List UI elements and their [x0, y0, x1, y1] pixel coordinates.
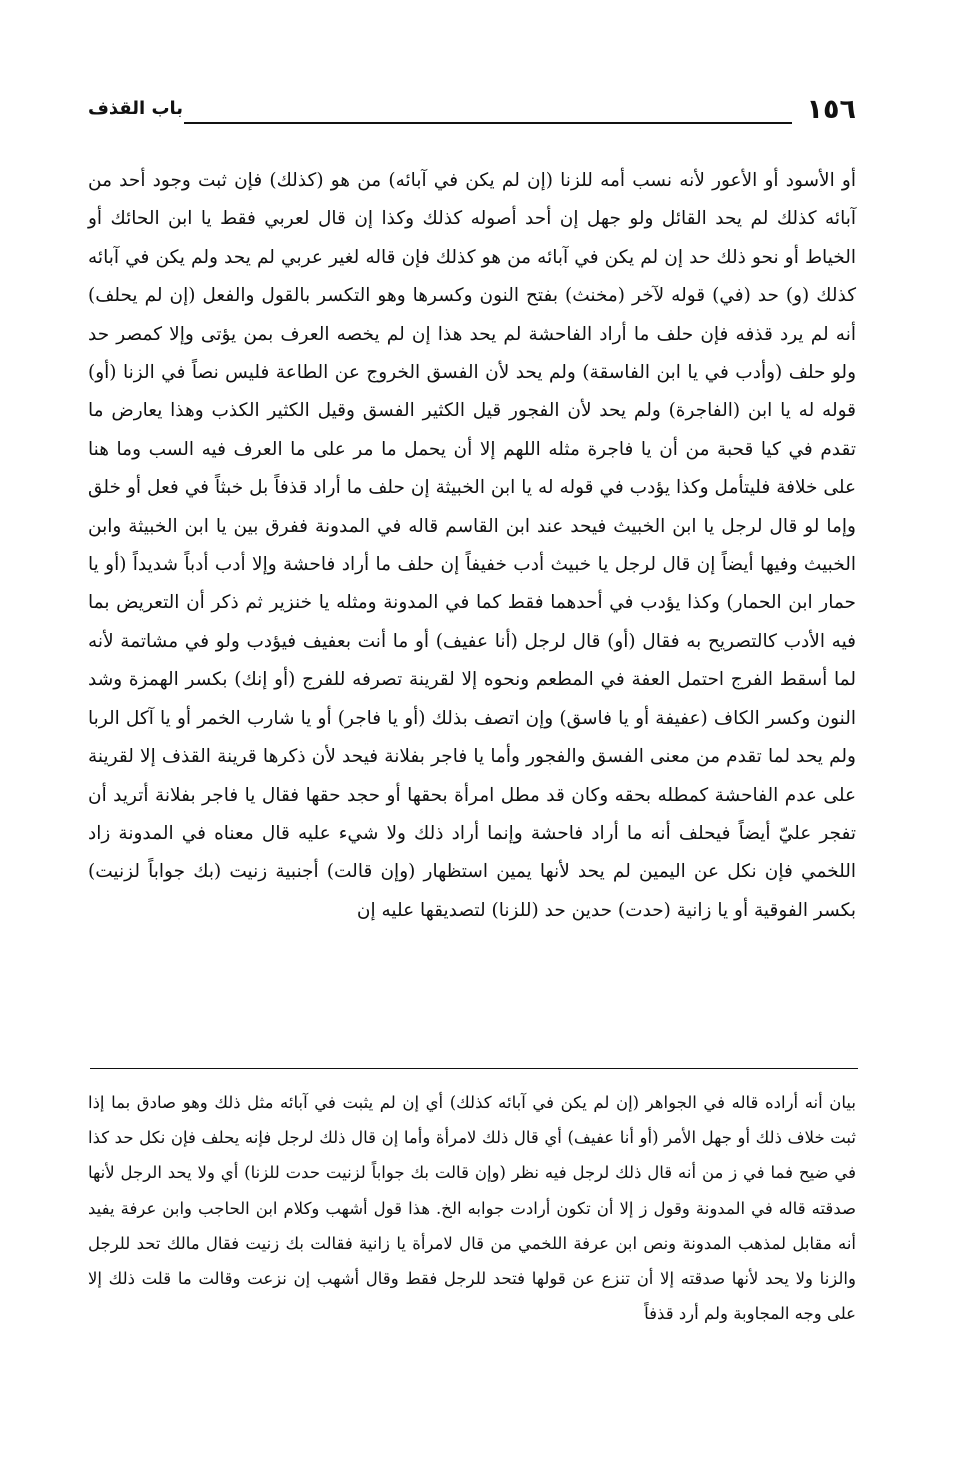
main-paragraph: أو الأسود أو الأعور لأنه نسب أمه للزنا (إن لم يكن في آبائه) من هو (كذلك) فإن ثبت وجود أحد من آبائه كذلك لم يحد القائل ولو جهل إن أحد أصوله كذلك وكذا إن قال لعربي فقط يا ابن الحائك أو الخياط أو نحو ذلك حد إن لم يكن في آبائه من هو كذلك فإن قاله لغير عربي لم يحد ولم يكن في آبائه كذلك (و) حد (في) قوله لآخر (مخنث) بفتح النون وكسرها وهو التكسر بالقول والفعل (إن لم يحلف) أنه لم يرد قذفه فإن حلف ما أراد الفاحشة لم يحد هذا إن لم يخصه العرف بمن يؤتى وإلا كمصر حد ولو حلف (وأدب في يا ابن الفاسقة) ولم يحد لأن الفسق الخروج عن الطاعة فليس نصاً في الزنا (أو) قوله له يا ابن (الفاجرة) ولم يحد لأن الفجور قيل الكثير الفسق وقيل الكثير الكذب وهذا يعارض ما تقدم في كيا قحبة من أن يا فاجرة مثله اللهم إلا أن يحمل ما مر على ما العرف فيه السب وما هنا على خلافة فليتأمل وكذا يؤدب في قوله له يا ابن الخبيثة إن حلف ما أراد قذفاً بل خبثاً في فعل أو خلق وإما لو قال لرجل يا ابن الخبيث فيحد عند ابن القاسم قاله في المدونة ففرق بين يا ابن الخبيثة وابن الخبيث وفيها أيضاً إن قال لرجل يا خبيث أدب خفيفاً إن حلف ما أراد فاحشة وإلا أدب أدباً شديداً (أو يا حمار ابن الحمار) وكذا يؤدب في أحدهما فقط كما في المدونة ومثله يا خنزير ثم ذكر أن التعريض بما فيه الأدب كالتصريح به فقال (أو) قال لرجل (أنا عفيف) أو ما أنت بعفيف فيؤدب ولو في مشاتمة لأنه لما أسقط الفرج احتمل العفة في المطعم ونحوه إلا لقرينة تصرفه للفرج (أو إنك) بكسر الهمزة وشد النون وكسر الكاف (عفيفة أو يا فاسق) وإن اتصف بذلك (أو يا فاجر) أو يا شارب الخمر أو يا آكل الربا ولم يحد لما تقدم من معنى الفسق والفجور وأما يا فاجر بفلانة فيحد لأن ذكرها قرينة القذف إلا لقرينة على عدم الفاحشة كمطله بحقه وكان قد مطل امرأة بحقها أو حجد حقها فقال يا فاجر بفلانة أتريد أن تفجر عليّ أيضاً فيحلف أنه ما أراد فاحشة وإنما أراد ذلك ولا شيء عليه قال معناه في المدونة زاد اللخمي فإن نكل عن اليمين لم يحد لأنها يمين استظهار (وإن قالت) أجنبية زنيت (بك جواباً لزنيت) بكسر الفوقية أو يا زانية (حدت) حدين حد (للزنا) لتصديقها عليه إن [88, 170, 856, 921]
main-text-block [88, 162, 856, 930]
header-rule [184, 122, 792, 124]
footnote-block [88, 1085, 856, 1331]
page-number: ١٥٦ [806, 94, 856, 125]
running-title: باب القذف [88, 98, 184, 119]
footnote-paragraph: بيان أنه أراده قاله في الجواهر (إن لم يكن في آبائه كذلك) أي إن لم يثبت في آبائه مثل ذلك وهو صادق بما إذا ثبت خلاف ذلك أو جهل الأمر (أو أنا عفيف) أي قال ذلك لامرأة وأما إن قال ذلك لرجل فإنه يحلف فإن نكل حد كذا في ضيح فما في ز من أنه قال ذلك لرجل فيه نظر (وإن قالت بك جواباً لزنيت حدت للزنا) أي ولا يحد الرجل لأنها صدقته قاله في المدونة وقول ز إلا أن تكون أرادت جوابه الخ. هذا قول أشهب وكلام ابن الحاجب وابن عرفة يفيد أنه مقابل لمذهب المدونة ونص ابن عرفة اللخمي من قال لامرأة يا زانية فقالت بك زنيت فقال مالك تحد للرجل والزنا ولا يحد لأنها صدقته إلا أن تنزع عن قولها فتحد للرجل فقط وقال أشهب إن نزعت وقالت ما قلت ذلك إلا على وجه المجاوبة ولم أرد قذفاً [88, 1093, 856, 1324]
page-header [88, 92, 856, 132]
footnote-divider [90, 1068, 858, 1069]
